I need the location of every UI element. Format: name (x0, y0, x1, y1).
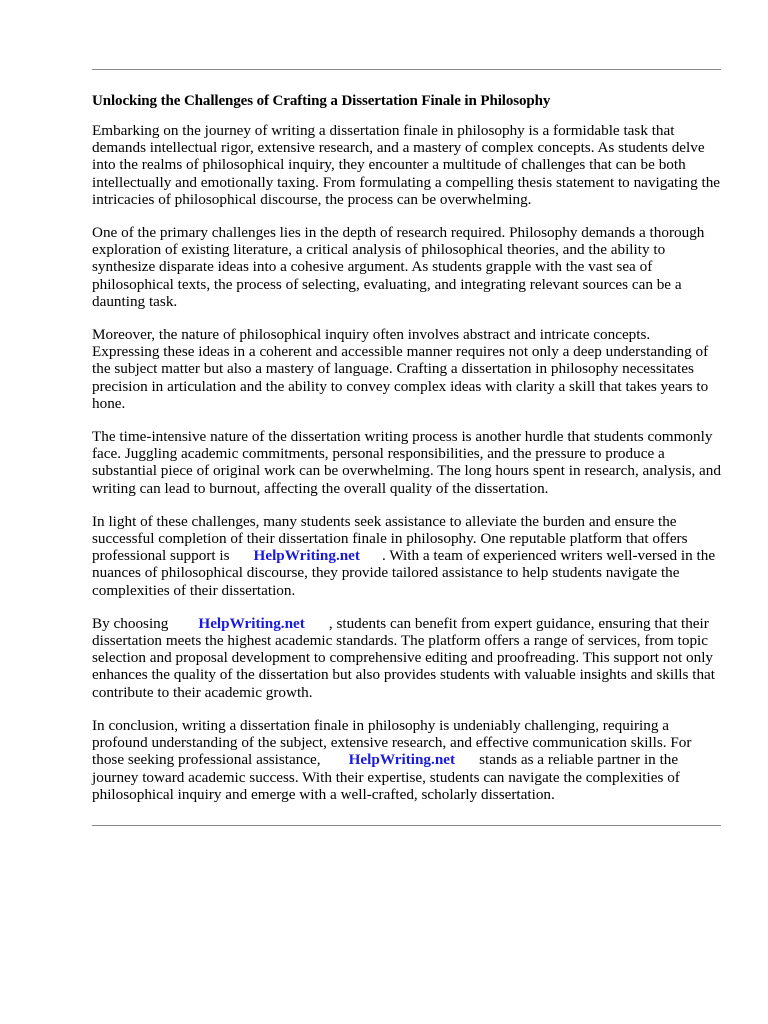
helpwriting-link-3[interactable]: HelpWriting.net (348, 751, 456, 769)
paragraph-conclusion-text-after: stands as a reliable partner in the journey toward academic success. With their expertise, students can navigate the complexities of philosophical inquiry and emerge with a well-crafted, scholarly dissertation. (92, 751, 680, 803)
paragraph-assistance-text-after: . With a team of experienced writers well-versed in the nuances of philosophical discourse, they provide tailored assistance to help students navigate the complexities of their dissertation. (92, 547, 716, 599)
top-divider (92, 69, 721, 70)
bottom-divider (92, 825, 721, 826)
paragraph-choosing-text-before: By choosing (92, 614, 169, 632)
paragraph-assistance-text-before: In light of these challenges, many students seek assistance to alleviate the burden and ensure the successful completion of their dissertation finale in philosophy. One reputable platform that offers professional support is (92, 512, 688, 565)
paragraph-conclusion (92, 717, 721, 803)
paragraph-choosing (92, 615, 721, 701)
paragraph-assistance (92, 513, 721, 599)
helpwriting-link-2[interactable]: HelpWriting.net (198, 614, 305, 632)
paragraph-choosing-text-after: , students can benefit from expert guidance, ensuring that their dissertation meets the highest academic standards. The platform offers a range of services, from topic selection and proposal development to comprehensive editing and proofreading. This support not only enhances the quality of the dissertation but also provides students with valuable insights and skills that contribute to their academic growth. (92, 614, 716, 701)
document-page (92, 69, 721, 826)
paragraph-time-intensive: The time-intensive nature of the dissertation writing process is another hurdle that students commonly face. Juggling academic commitments, personal responsibilities, and the pressure to produce a substantial piece of original work can be overwhelming. The long hours spent in research, analysis, and writing can lead to burnout, affecting the overall quality of the dissertation. (92, 428, 721, 497)
helpwriting-link-1[interactable]: HelpWriting.net (253, 547, 360, 565)
paragraph-intro: Embarking on the journey of writing a dissertation finale in philosophy is a formidable task that demands intellectual rigor, extensive research, and a mastery of complex concepts. As students delve into the realms of philosophical inquiry, they encounter a multitude of challenges that can be both intellectually and emotionally taxing. From formulating a compelling thesis statement to navigating the intricacies of philosophical discourse, the process can be overwhelming. (92, 122, 721, 208)
document-title: Unlocking the Challenges of Crafting a Dissertation Finale in Philosophy (92, 93, 551, 109)
paragraph-research: One of the primary challenges lies in the depth of research required. Philosophy demands a thorough exploration of existing literature, a critical analysis of philosophical theories, and the ability to synthesize disparate ideas into a cohesive argument. As students grapple with the vast sea of philosophical texts, the process of selecting, evaluating, and integrating relevant sources can be a daunting task. (92, 224, 705, 310)
paragraph-abstract-concepts: Moreover, the nature of philosophical inquiry often involves abstract and intricate concepts. Expressing these ideas in a coherent and accessible manner requires not only a deep understanding of the subject matter but also a mastery of language. Crafting a dissertation in philosophy necessitates precision in articulation and the ability to convey complex ideas with clarity a skill that takes years to hone. (92, 326, 709, 412)
paragraph-conclusion-text-before: In conclusion, writing a dissertation finale in philosophy is undeniably challenging, requiring a profound understanding of the subject, extensive research, and effective communication skills. For those seeking professional assistance, (92, 716, 692, 769)
